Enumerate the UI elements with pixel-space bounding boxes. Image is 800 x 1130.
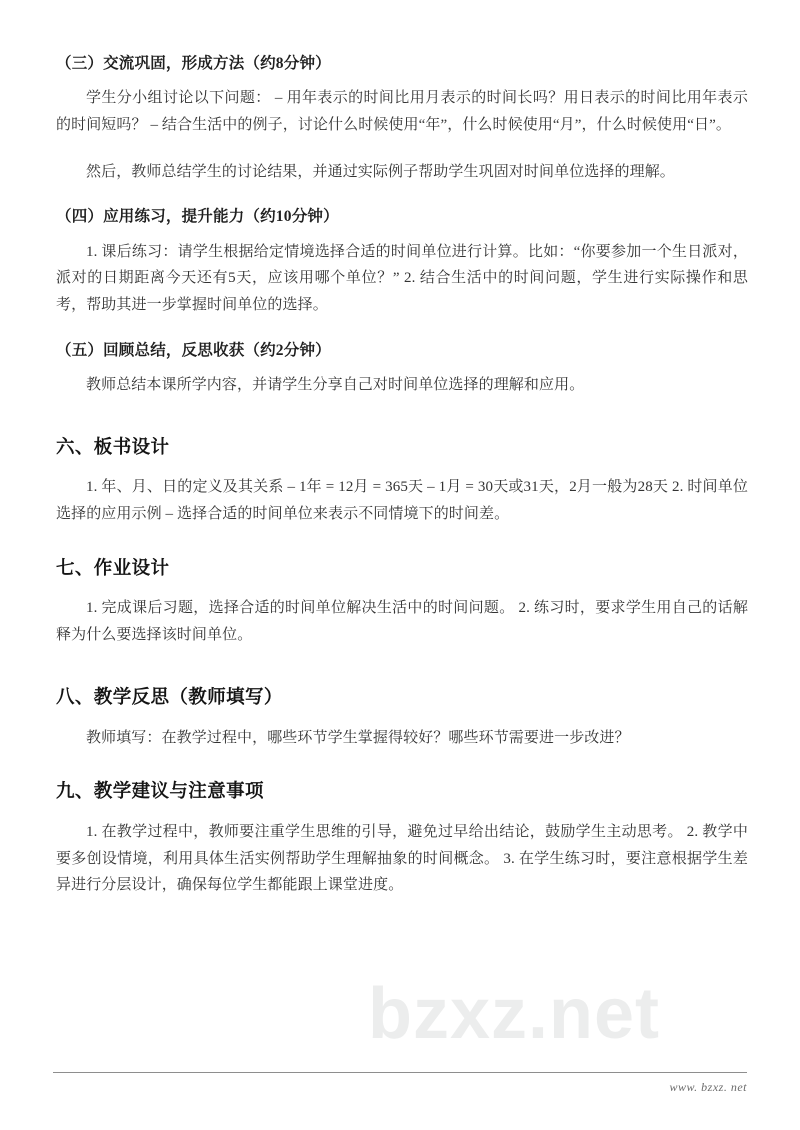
section-eight-paragraph-1: 教师填写：在教学过程中，哪些环节学生掌握得较好？哪些环节需要进一步改进？ — [86, 729, 630, 746]
document-content — [56, 52, 748, 911]
section-three-heading: （三）交流巩固，形成方法（约8分钟） — [56, 55, 331, 72]
spacer — [56, 411, 748, 435]
footer-url: www. bzxz. net — [669, 1080, 747, 1094]
section-eight-heading: 八、教学反思（教师填写） — [56, 687, 283, 708]
section-three — [56, 52, 748, 185]
spacer — [56, 763, 748, 779]
section-six-heading: 六、板书设计 — [56, 437, 170, 458]
section-nine-paragraph-1: 1. 在教学过程中，教师要注重学生思维的引导，避免过早给出结论，鼓励学生主动思考。 2. 教学中要多创设情境，利用具体生活实例帮助学生理解抽象的时间概念。 3. 在学生练习时，要注意根据学生差异进行分层设计，确保每位学生都能跟上课堂进度。 — [56, 824, 748, 894]
watermark-text: bzxz.net — [368, 974, 661, 1054]
section-nine — [56, 779, 748, 899]
spacer — [56, 540, 748, 556]
section-six — [56, 435, 748, 528]
section-five-heading: （五）回顾总结，反思收获（约2分钟） — [56, 341, 331, 359]
section-four-paragraph-1: 1. 课后练习：请学生根据给定情境选择合适的时间单位进行计算。比如：“你要参加一个生日派对，派对的日期距离今天还有5天，应该用哪个单位？” 2. 结合生活中的时间问题，学生进行实际操作和思考，帮助其进一步掌握时间单位的选择。 — [56, 243, 748, 313]
section-five — [56, 339, 748, 399]
spacer — [56, 151, 748, 159]
section-four-heading: （四）应用练习，提升能力（约10分钟） — [56, 208, 339, 226]
section-three-paragraph-2: 然后，教师总结学生的讨论结果，并通过实际例子帮助学生巩固对时间单位选择的理解。 — [86, 163, 675, 180]
spacer — [56, 661, 748, 685]
spacer — [56, 331, 748, 339]
section-three-paragraph-1: 学生分小组讨论以下问题： – 用年表示的时间比用月表示的时间长吗？用日表示的时间比用年表示的时间短吗？ – 结合生活中的例子，讨论什么时候使用“年”，什么时候使用“月”，什么时候使用“日”。 — [56, 90, 748, 133]
section-seven — [56, 556, 748, 649]
section-nine-heading: 九、教学建议与注意事项 — [56, 782, 264, 803]
section-seven-paragraph-1: 1. 完成课后习题，选择合适的时间单位解决生活中的时间问题。 2. 练习时，要求学生用自己的话解释为什么要选择该时间单位。 — [56, 600, 748, 644]
section-seven-heading: 七、作业设计 — [56, 558, 170, 579]
section-six-paragraph-1: 1. 年、月、日的定义及其关系 – 1年 = 12月 = 365天 – 1月 = 30天或31天，2月一般为28天 2. 时间单位选择的应用示例 – 选择合适的时间单位来表示不同情境下的时间差。 — [56, 479, 748, 522]
spacer — [56, 197, 748, 205]
section-eight — [56, 685, 748, 751]
footer-divider — [53, 1072, 747, 1073]
section-four — [56, 205, 748, 318]
section-five-paragraph-1: 教师总结本课所学内容，并请学生分享自己对时间单位选择的理解和应用。 — [86, 376, 585, 393]
